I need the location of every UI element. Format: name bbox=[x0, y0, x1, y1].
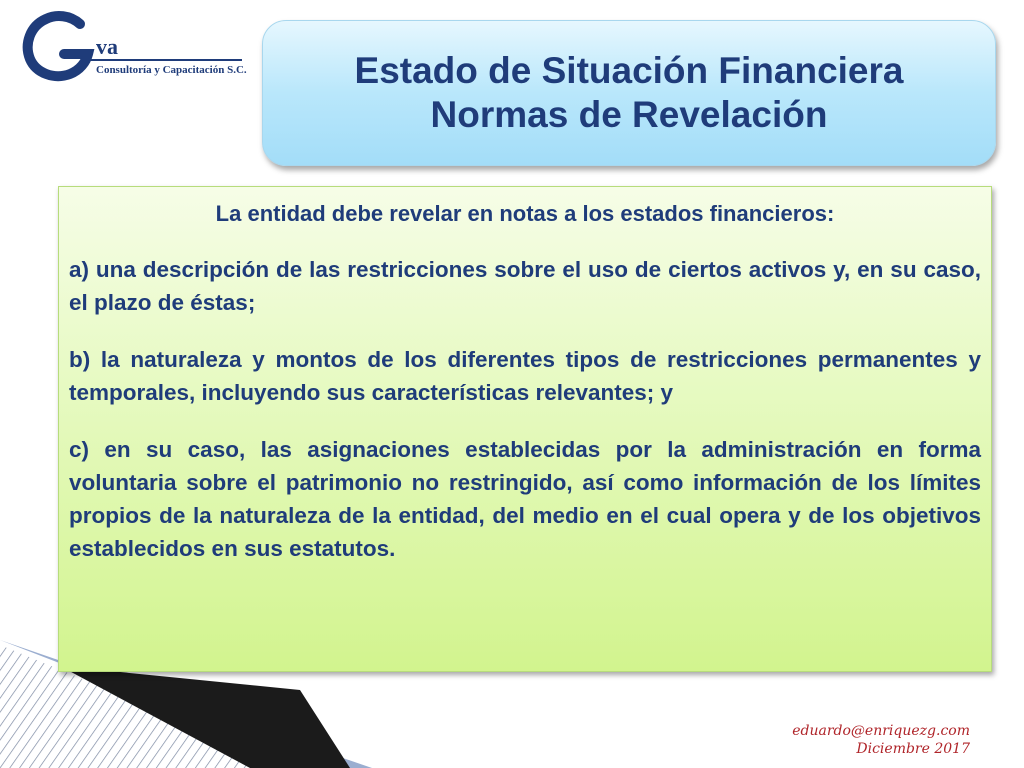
title-box bbox=[262, 20, 996, 166]
logo-letters: va bbox=[96, 34, 118, 59]
title-line-1: Estado de Situación Financiera bbox=[354, 50, 904, 91]
footer-email: eduardo@enriquezg.com bbox=[792, 723, 970, 739]
footer-date: Diciembre 2017 bbox=[856, 741, 970, 757]
footer bbox=[792, 722, 970, 758]
paragraph-b: b) la naturaleza y montos de los diferentes tipos de restricciones permanentes y temporales, incluyendo sus características relevantes; y bbox=[69, 347, 981, 405]
paragraph-a: a) una descripción de las restricciones sobre el uso de ciertos activos y, en su caso, el plazo de éstas; bbox=[69, 257, 981, 315]
title-line-2: Normas de Revelación bbox=[430, 94, 828, 135]
content-heading: La entidad debe revelar en notas a los estados financieros: bbox=[215, 201, 835, 226]
paragraph-c: c) en su caso, las asignaciones establecidas por la administración en forma voluntaria sobre el patrimonio no restringido, así como información de los límites propios de la naturaleza de la entidad, del medio en el cual opera y de los objetivos establecidos en sus estatutos. bbox=[69, 437, 981, 561]
company-logo bbox=[20, 10, 250, 85]
content-box bbox=[58, 186, 992, 672]
logo-subtitle: Consultoría y Capacitación S.C. bbox=[96, 64, 247, 76]
